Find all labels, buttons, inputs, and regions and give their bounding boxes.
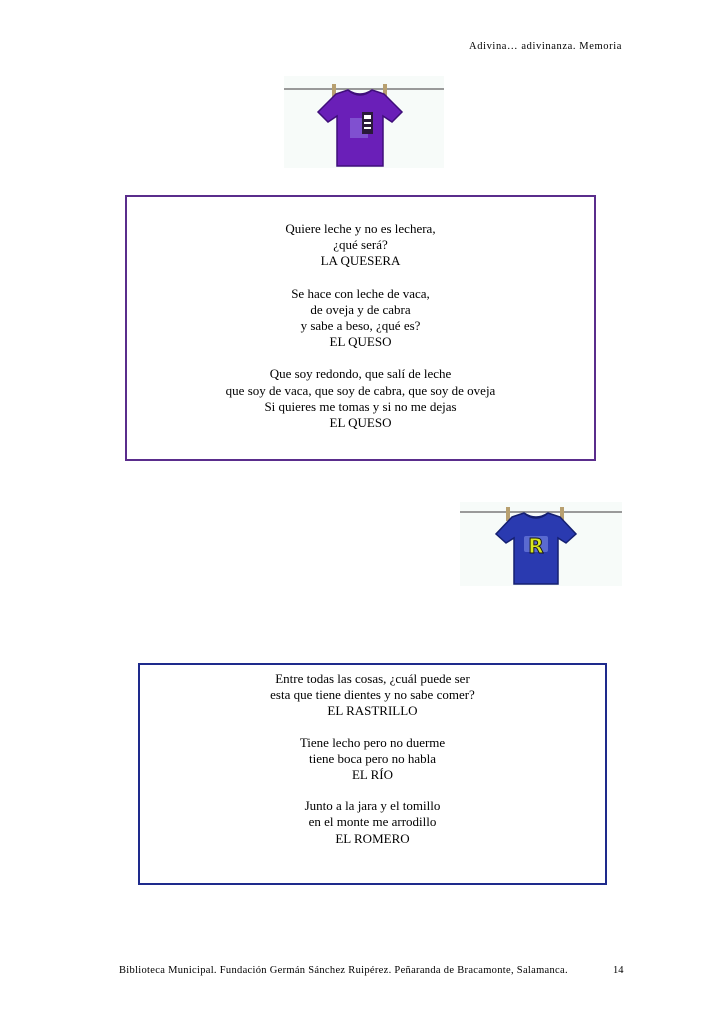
riddles-box-cheese <box>125 195 596 461</box>
riddle-line: Junto a la jara y el tomillo <box>304 798 441 814</box>
riddle-line: tiene boca pero no habla <box>308 750 437 766</box>
riddle-quesera <box>127 221 594 270</box>
riddle-romero <box>140 798 605 847</box>
riddle-line: Tiene lecho pero no duerme <box>299 734 446 750</box>
riddle-queso-2 <box>127 366 594 431</box>
riddle-line: que soy de vaca, que soy de cabra, que soy de oveja <box>225 382 496 398</box>
riddle-answer: EL RÍO <box>351 767 394 783</box>
riddle-line: ¿qué será? <box>333 237 388 253</box>
riddle-line: en el monte me arrodillo <box>308 814 437 830</box>
page-footer: Biblioteca Municipal. Fundación Germán Sánchez Ruipérez. Peñaranda de Bracamonte, Salamanca. <box>119 965 568 976</box>
riddle-line: de oveja y de cabra <box>310 301 411 317</box>
riddle-line: Se hace con leche de vaca, <box>291 285 430 301</box>
riddle-answer: EL ROMERO <box>335 830 410 846</box>
riddle-answer: EL QUESO <box>329 415 392 431</box>
riddle-rio <box>140 735 605 784</box>
tshirt-letter-r: R <box>528 534 544 558</box>
riddle-answer: LA QUESERA <box>320 253 401 269</box>
riddle-line: Si quieres me tomas y si no me dejas <box>264 398 457 414</box>
riddle-line: y sabe a beso, ¿qué es? <box>300 318 421 334</box>
riddle-line: esta que tiene dientes y no sabe comer? <box>270 687 475 703</box>
riddle-line: Entre todas las cosas, ¿cuál puede ser <box>275 671 470 686</box>
riddle-queso-1 <box>127 286 594 351</box>
page-number: 14 <box>613 965 624 976</box>
riddle-rastrillo <box>140 671 605 720</box>
purple-tshirt-image <box>284 76 444 168</box>
riddle-answer: EL QUESO <box>329 334 392 350</box>
blue-tshirt-image <box>460 502 622 586</box>
riddle-line: Que soy redondo, que salí de leche <box>269 366 452 382</box>
page-header: Adivina… adivinanza. Memoria <box>469 41 622 52</box>
riddles-box-nature <box>138 663 607 885</box>
riddle-answer: EL RASTRILLO <box>327 703 418 719</box>
riddle-line: Quiere leche y no es lechera, <box>285 221 436 236</box>
